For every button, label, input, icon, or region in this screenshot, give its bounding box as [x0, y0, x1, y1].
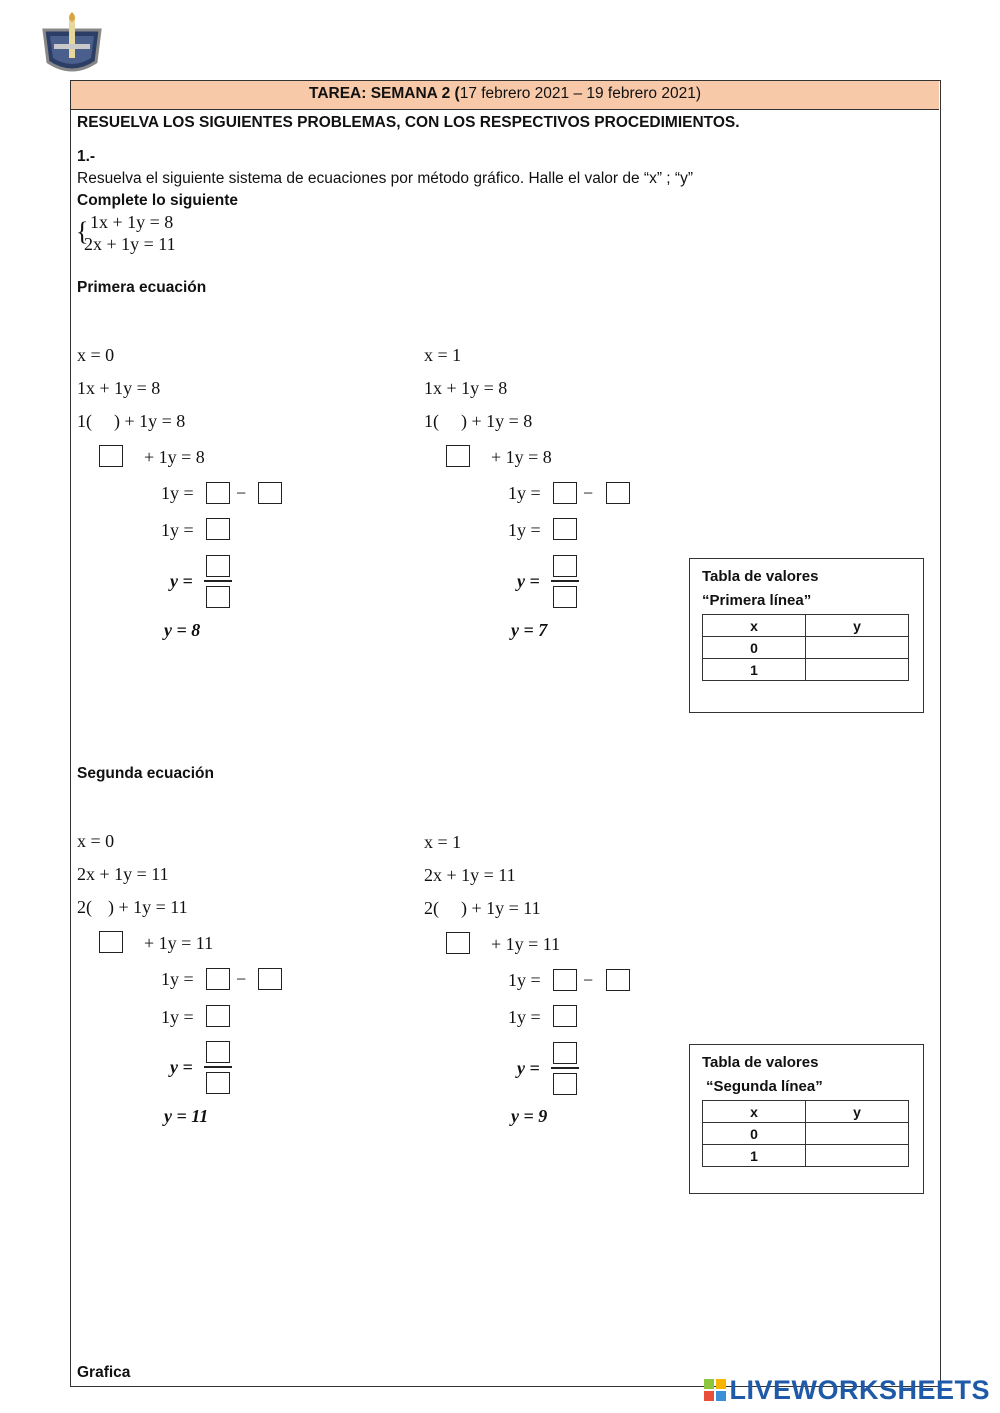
second-left-equation: 2x + 1y = 11 [77, 864, 169, 884]
first-left-substitution [77, 411, 185, 432]
graph-label: Grafica [77, 1364, 131, 1381]
table-cell-y-input[interactable] [806, 659, 909, 681]
title-dates: 17 febrero 2021 – 19 febrero 2021) [459, 85, 701, 102]
first-left-x: x = 0 [77, 345, 115, 365]
second-left-step: + 1y = 11 [144, 933, 214, 953]
substitution-coef: 1( [77, 411, 92, 431]
table-cell-y-input[interactable] [806, 1145, 909, 1167]
system-brace: { [76, 217, 89, 246]
substitution-rest: ) + 1y = 8 [114, 411, 186, 431]
minus-sign: − [236, 969, 247, 989]
col-header-y: y [806, 615, 909, 637]
first-right-y1: 1y = [508, 483, 541, 503]
table-cell-x: 1 [703, 659, 806, 681]
first-right-result: y = 7 [511, 620, 548, 640]
second-left-y2: 1y = [161, 1007, 194, 1027]
problem-number: 1.- [77, 148, 96, 165]
second-equation-heading: Segunda ecuación [77, 765, 214, 782]
first-left-y1: 1y = [161, 483, 194, 503]
first-table [702, 614, 909, 681]
first-left-step: + 1y = 8 [144, 447, 205, 467]
second-right-y2: 1y = [508, 1007, 541, 1027]
second-right-y2-input[interactable] [553, 1005, 577, 1027]
first-left-equation: 1x + 1y = 8 [77, 378, 161, 398]
table-title-line-1: Tabla de valores [702, 1054, 819, 1071]
second-table [702, 1100, 909, 1167]
yfrac-label: y = [517, 1058, 540, 1078]
first-right-x: x = 1 [424, 345, 462, 365]
second-left-y1-input-b[interactable] [258, 968, 282, 990]
first-values-table [689, 558, 924, 713]
first-left-numerator-input[interactable] [206, 555, 230, 577]
minus-sign: − [236, 483, 247, 503]
complete-label: Complete lo siguiente [77, 192, 239, 209]
second-left-y1: 1y = [161, 969, 194, 989]
substitution-coef: 1( [424, 411, 439, 431]
substitution-rest: ) + 1y = 11 [108, 897, 188, 917]
school-logo [38, 10, 106, 78]
second-right-result: y = 9 [511, 1106, 548, 1126]
substitution-coef: 2( [424, 898, 439, 918]
minus-sign: − [583, 483, 594, 503]
second-left-x: x = 0 [77, 831, 115, 851]
fraction-bar [551, 1067, 579, 1069]
second-right-equation: 2x + 1y = 11 [424, 865, 516, 885]
first-right-step-input[interactable] [446, 445, 470, 467]
substitution-rest: ) + 1y = 8 [461, 411, 533, 431]
first-right-equation: 1x + 1y = 8 [424, 378, 508, 398]
substitution-rest: ) + 1y = 11 [461, 898, 541, 918]
second-right-step: + 1y = 11 [491, 934, 561, 954]
first-left-step-input[interactable] [99, 445, 123, 467]
minus-sign: − [583, 970, 594, 990]
second-right-y1-input-b[interactable] [606, 969, 630, 991]
second-left-y1-input-a[interactable] [206, 968, 230, 990]
first-right-yfrac [517, 571, 540, 592]
first-equation-heading: Primera ecuación [77, 279, 207, 296]
first-right-y2-input[interactable] [553, 518, 577, 540]
first-left-y2: 1y = [161, 520, 194, 540]
first-right-y2: 1y = [508, 520, 541, 540]
second-left-denominator-input[interactable] [206, 1072, 230, 1094]
first-left-yfrac [170, 571, 193, 592]
system-eq-2: 2x + 1y = 11 [84, 234, 176, 254]
table-title-line-2: “Primera línea” [702, 592, 812, 609]
second-right-y1-input-a[interactable] [553, 969, 577, 991]
page-title [71, 81, 939, 110]
first-left-y1-input-a[interactable] [206, 482, 230, 504]
second-right-x: x = 1 [424, 832, 462, 852]
substitution-coef: 2( [77, 897, 92, 917]
second-left-substitution [77, 897, 188, 918]
second-left-numerator-input[interactable] [206, 1041, 230, 1063]
second-values-table [689, 1044, 924, 1194]
table-cell-y-input[interactable] [806, 637, 909, 659]
yfrac-label: y = [517, 571, 540, 591]
table-cell-y-input[interactable] [806, 1123, 909, 1145]
table-cell-x: 1 [703, 1145, 806, 1167]
liveworksheets-text: LIVEWORKSHEETS [729, 1375, 990, 1405]
second-left-result: y = 11 [164, 1106, 209, 1126]
second-left-y2-input[interactable] [206, 1005, 230, 1027]
second-table-title [702, 1051, 823, 1099]
fraction-bar [551, 580, 579, 582]
col-header-x: x [703, 1101, 806, 1123]
first-right-y1-input-b[interactable] [606, 482, 630, 504]
table-cell-x: 0 [703, 1123, 806, 1145]
first-left-y1-input-b[interactable] [258, 482, 282, 504]
second-right-denominator-input[interactable] [553, 1073, 577, 1095]
second-left-step-input[interactable] [99, 931, 123, 953]
table-title-line-2: “Segunda línea” [706, 1078, 823, 1095]
first-table-title [702, 565, 818, 613]
fraction-bar [204, 580, 232, 582]
first-right-numerator-input[interactable] [553, 555, 577, 577]
yfrac-label: y = [170, 1057, 193, 1077]
first-left-denominator-input[interactable] [206, 586, 230, 608]
first-right-step: + 1y = 8 [491, 447, 552, 467]
col-header-x: x [703, 615, 806, 637]
col-header-y: y [806, 1101, 909, 1123]
first-right-substitution [424, 411, 532, 432]
second-right-y1: 1y = [508, 970, 541, 990]
second-left-yfrac [170, 1057, 193, 1078]
instructions: RESUELVA LOS SIGUIENTES PROBLEMAS, CON LOS RESPECTIVOS PROCEDIMIENTOS. [77, 114, 740, 131]
second-right-substitution [424, 898, 541, 919]
second-right-step-input[interactable] [446, 932, 470, 954]
first-right-y1-input-a[interactable] [553, 482, 577, 504]
table-title-line-1: Tabla de valores [702, 568, 819, 585]
system-eq-1: 1x + 1y = 8 [90, 212, 174, 232]
liveworksheets-logo [704, 1375, 990, 1406]
second-right-yfrac [517, 1058, 540, 1079]
second-right-numerator-input[interactable] [553, 1042, 577, 1064]
table-cell-x: 0 [703, 637, 806, 659]
fraction-bar [204, 1066, 232, 1068]
problem-statement: Resuelva el siguiente sistema de ecuaciones por método gráfico. Halle el valor de “x” ; “y” [77, 170, 693, 187]
title-week: TAREA: SEMANA 2 ( [309, 85, 460, 102]
yfrac-label: y = [170, 571, 193, 591]
liveworksheets-icon [704, 1377, 726, 1399]
first-left-result: y = 8 [164, 620, 201, 640]
first-left-y2-input[interactable] [206, 518, 230, 540]
first-right-denominator-input[interactable] [553, 586, 577, 608]
